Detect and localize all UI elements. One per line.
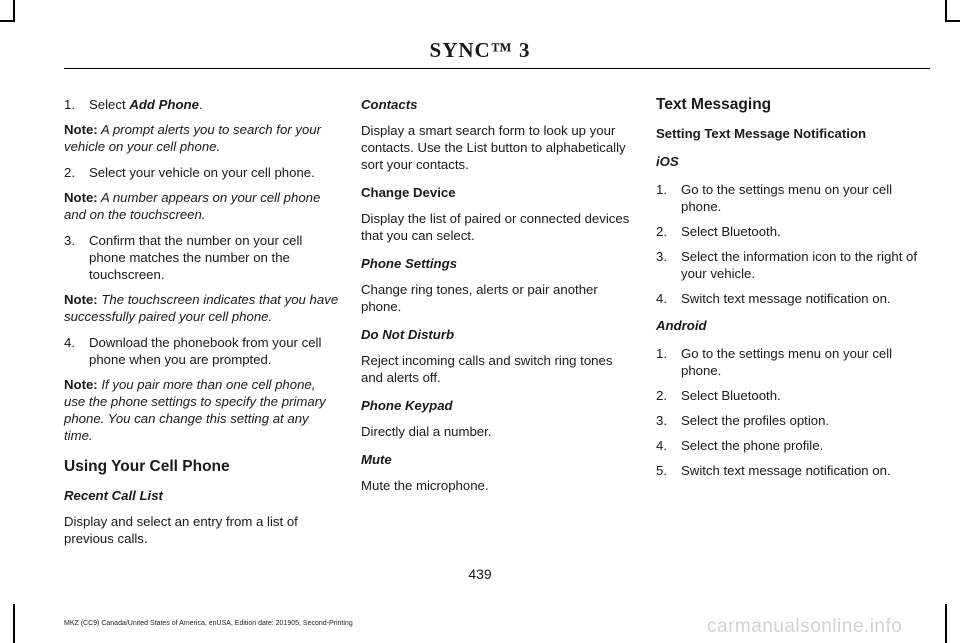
step-select-vehicle: 2. Select your vehicle on your cell phone. <box>64 165 315 180</box>
column-middle <box>361 96 633 503</box>
crop-mark-top-left-h <box>0 20 15 22</box>
phone-settings-title: Phone Settings <box>361 256 457 271</box>
list-item: 4. Switch text message notification on. <box>656 291 891 306</box>
watermark-text: carmanualsonline.info <box>707 616 903 637</box>
recent-call-list-text: Display and select an entry from a list of previous calls. <box>64 514 298 546</box>
crop-mark-bottom-left-v <box>13 604 15 643</box>
list-item: 2. Select Bluetooth. <box>656 388 781 403</box>
list-item: 3. Select the information icon to the right of your vehicle. <box>656 249 918 281</box>
mute-text: Mute the microphone. <box>361 478 489 493</box>
section-heading-text-messaging: Text Messaging <box>656 96 772 113</box>
add-phone-term: Add Phone <box>129 97 199 112</box>
page-number: 439 <box>468 566 492 582</box>
note-primary-phone: Note: If you pair more than one cell phone, use the phone settings to specify the primary phone. You can change this setting at any time. <box>64 377 326 443</box>
column-right <box>656 96 932 487</box>
subheading-notification: Setting Text Message Notification <box>656 126 867 141</box>
crop-mark-bottom-right-v <box>945 604 947 643</box>
note-prompt: Note: A prompt alerts you to search for your vehicle on your cell phone. <box>64 122 322 154</box>
contacts-text: Display a smart search form to look up your contacts. Use the List button to alphabetically sort your contacts. <box>361 123 626 172</box>
do-not-disturb-title: Do Not Disturb <box>361 327 455 342</box>
phone-keypad-text: Directly dial a number. <box>361 424 492 439</box>
header-divider <box>64 68 930 69</box>
section-heading-using-phone: Using Your Cell Phone <box>64 458 230 475</box>
do-not-disturb-text: Reject incoming calls and switch ring tones and alerts off. <box>361 353 613 385</box>
list-item: 1. Go to the settings menu on your cell phone. <box>656 182 893 214</box>
note-paired: Note: The touchscreen indicates that you have successfully paired your cell phone. <box>64 292 339 324</box>
list-item: 1. Go to the settings menu on your cell phone. <box>656 346 893 378</box>
list-item: 2. Select Bluetooth. <box>656 224 781 239</box>
step-confirm-number: 3. Confirm that the number on your cell phone matches the number on the touchscreen. <box>64 233 303 282</box>
crop-mark-top-right-v <box>945 0 947 22</box>
crop-mark-top-right-h <box>945 20 960 22</box>
contacts-title: Contacts <box>361 97 418 112</box>
step-download-phonebook: 4. Download the phonebook from your cell phone when you are prompted. <box>64 335 322 367</box>
list-item: 4. Select the phone profile. <box>656 438 824 453</box>
android-steps <box>656 345 932 479</box>
note-number-appears: Note: A number appears on your cell phone and on the touchscreen. <box>64 190 321 222</box>
ios-steps <box>656 181 932 307</box>
recent-call-list-title: Recent Call List <box>64 488 163 503</box>
page-header-title: SYNC™ 3 <box>429 38 531 62</box>
ios-title: iOS <box>656 154 679 169</box>
android-title: Android <box>656 318 707 333</box>
step-add-phone: 1. Select Add Phone. <box>64 97 203 112</box>
list-item: 3. Select the profiles option. <box>656 413 830 428</box>
edition-footer: MKZ (CC9) Canada/United States of America, enUSA, Edition date: 201905, Second-Printing <box>64 620 353 627</box>
change-device-text: Display the list of paired or connected devices that you can select. <box>361 211 630 243</box>
crop-mark-top-left-v <box>13 0 15 22</box>
phone-settings-text: Change ring tones, alerts or pair another phone. <box>361 282 598 314</box>
list-item: 5. Switch text message notification on. <box>656 463 891 478</box>
mute-title: Mute <box>361 452 392 467</box>
change-device-title: Change Device <box>361 185 456 200</box>
column-left <box>64 96 340 556</box>
phone-keypad-title: Phone Keypad <box>361 398 453 413</box>
